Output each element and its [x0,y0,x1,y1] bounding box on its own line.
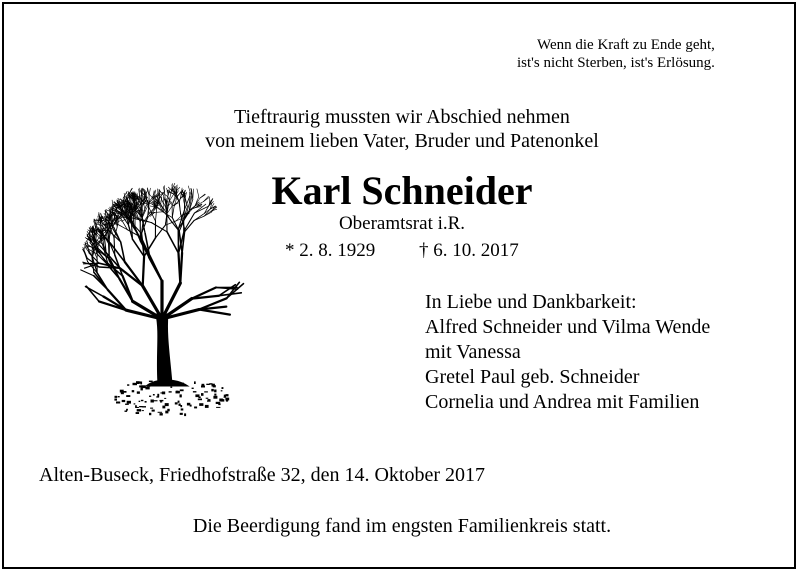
ground-speck [137,409,141,411]
mourners-list [425,290,710,415]
ground-speck [162,392,165,395]
mourners-line: mit Vanessa [425,341,521,363]
ground-speck [134,403,136,404]
tree-canopy [81,183,244,319]
ground-speck [139,381,141,383]
ground-speck [125,411,128,412]
tree-branch [156,208,157,221]
ground-speck [204,391,208,392]
tree-branch [209,199,212,205]
ground-speck [151,400,154,403]
ground-speck [126,409,128,411]
tree-branch [84,251,88,262]
ground-speck [176,391,180,394]
ground-speck [135,407,139,408]
ground-speck [214,394,216,396]
ground-speck [127,401,131,404]
ground-speck [201,393,204,396]
ground-speck [118,396,120,397]
birth-date: * 2. 8. 1929 [285,240,376,261]
mourners-line: Cornelia und Andrea mit Familien [425,391,700,413]
ground-speck [165,403,169,406]
ground-speck [132,390,135,392]
ground-speck [178,401,180,403]
intro-line-1: Tieftraurig mussten wir Abschied nehmen [234,106,570,128]
deceased-name: Karl Schneider [271,168,533,213]
tree-branch [199,310,230,315]
tree-branch [204,197,210,202]
ground-speck [164,398,166,399]
ground-speck [169,391,172,392]
tree-branch [200,195,206,199]
ground-speck [147,385,151,387]
ground-speck [190,405,192,407]
tree-branch [152,223,168,232]
ground-speck [206,398,209,399]
funeral-notice: Die Beerdigung fand im engsten Familienkreis statt. [192,515,612,537]
tree-branch [81,270,94,276]
tree-branch [167,232,179,254]
ground-speck [137,391,140,393]
ground-speck [153,394,155,396]
ground-speck [160,413,163,415]
tree-branch [94,272,108,290]
ground-speck [180,394,182,397]
ground-speck [139,406,143,407]
ground-speck [213,385,216,387]
motto-quote [517,36,715,72]
ground-speck [141,385,146,388]
ground-speck [201,386,205,388]
ground-speck [195,394,199,397]
ground-speck [120,390,124,393]
tree-branch [180,253,182,283]
ground-speck [219,399,223,402]
ground-speck [126,395,130,397]
ground-speck [193,391,197,392]
ground-speck [145,401,147,403]
tree-branch [97,248,98,259]
tree-branch [149,188,150,195]
mourners-line: Alfred Schneider und Vilma Wende [425,316,711,338]
ground-speck [214,390,216,393]
tree-branch [195,197,199,206]
ground-speck [127,384,129,386]
ground-speck [179,404,181,406]
ground-speck [157,394,159,397]
ground-speck [160,401,162,402]
intro-line-2: von meinem lieben Vater, Bruder und Patenonkel [205,130,599,152]
ground-speck [175,402,178,404]
ground-speck [182,383,184,385]
ground-speck [170,387,172,388]
ground-speck [152,410,155,412]
tree-branch [227,282,240,298]
ground-speck [125,404,129,405]
ground-speck [154,400,158,401]
motto-line-2: ist's nicht Sterben, ist's Erlösung. [517,55,715,71]
ground-speck [149,396,151,397]
ground-speck [221,390,223,391]
place-and-date: Alten-Buseck, Friedhofstraße 32, den 14. Oktober 2017 [39,464,486,486]
ground-speck [222,387,224,389]
deceased-title: Oberamtsrat i.R. [338,213,466,234]
ground-speck [224,397,226,398]
ground-speck [158,412,163,413]
tree-branch [197,189,199,197]
ground-speck [167,385,169,386]
ground-speck [133,383,138,385]
ground-speck [216,407,220,408]
ground-speck [194,381,196,384]
ground-speck [216,402,221,404]
ground-speck [123,391,126,393]
ground-speck [194,407,197,409]
ground-speck [153,384,155,386]
tree-branch [193,189,194,200]
ground-speck [141,400,144,401]
ground-speck [181,408,184,410]
ground-speck [149,413,151,415]
ground-speck [122,400,126,402]
tree-branch [143,256,144,286]
tree-icon [72,174,262,424]
death-date: † 6. 10. 2017 [419,240,519,261]
ground-speck [199,403,203,406]
ground-speck [213,396,217,399]
ground-speck [192,388,194,389]
mourners-line: In Liebe und Dankbarkeit: [425,291,637,313]
ground-speck [136,412,140,414]
tree-trunk [146,314,188,386]
ground-speck [116,402,120,404]
ground-speck [180,389,184,391]
ground-speck [160,400,164,401]
tree-branch [150,256,163,282]
mourners-line: Gretel Paul geb. Schneider [425,366,640,388]
ground-speck [180,413,183,415]
tree-branch [150,209,156,221]
ground-speck [198,399,202,401]
ground-speck [150,408,153,409]
obituary-card [2,2,796,569]
ground-speck [208,399,211,401]
ground-speck [142,410,144,411]
ground-speck [149,381,153,382]
ground-speck [184,413,186,416]
ground-speck [205,405,209,408]
ground-speck [114,399,117,401]
tree-branch [155,212,163,213]
tree-branch [155,225,165,238]
ground-speck [145,387,149,390]
motto-line-1: Wenn die Kraft zu Ende geht, [537,37,715,53]
ground-speck [139,401,141,402]
intro-text [4,105,800,153]
ground-speck [225,398,229,401]
ground-speck [167,409,169,412]
ground-speck [211,389,214,392]
tree-branch [123,198,124,209]
ground-speck [142,406,146,407]
ground-speck [115,396,118,398]
